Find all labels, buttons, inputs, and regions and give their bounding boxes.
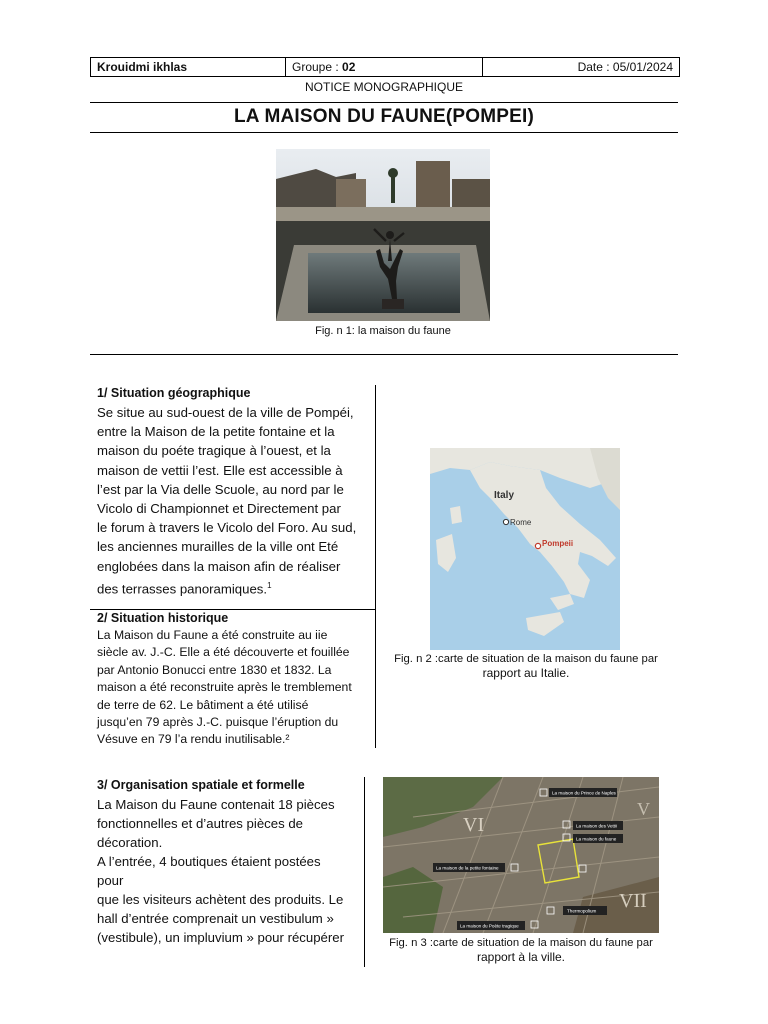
figure1-caption: Fig. n 1: la maison du faune <box>315 325 451 337</box>
group-value: 02 <box>342 60 356 74</box>
section3-vertical-rule <box>364 777 365 967</box>
title-bottom-rule <box>90 132 678 133</box>
section3-line: A l’entrée, 4 boutiques étaient postées <box>97 854 321 869</box>
section-divider-rule <box>90 354 678 355</box>
section3-line: hall d’entrée comprenait un vestibulum » <box>97 911 334 926</box>
faune-photo <box>276 149 490 321</box>
figure2-caption-line2: rapport au Italie. <box>482 666 570 680</box>
page-title: LA MAISON DU FAUNE(POMPEI) <box>233 106 535 127</box>
section3-line: fonctionnelles et d’autres pièces de <box>97 816 304 831</box>
section3-line: que les visiteurs achètent des produits. Le <box>97 892 344 907</box>
section2-title: 2/ Situation historique <box>97 611 229 625</box>
label-prince-naples: La maison du Prince de Naples <box>552 790 616 796</box>
section3-line: La Maison du Faune contenait 18 pièces <box>97 797 335 812</box>
label-petite-fontaine: La maison de la petite fontaine <box>436 865 499 871</box>
figure3-caption-line2: rapport à la ville. <box>476 950 566 964</box>
section3-title: 3/ Organisation spatiale et formelle <box>97 778 305 792</box>
author-cell: Krouidmi ikhlas <box>91 58 286 76</box>
figure2-caption-line1: Fig. n 2 :carte de situation de la maison du faune par <box>394 653 658 665</box>
group-label: Groupe : <box>292 60 343 74</box>
notice-heading: NOTICE MONOGRAPHIQUE <box>304 80 463 94</box>
section1-line: maison de vettii l’est. Elle est accessible à <box>97 462 343 478</box>
section1-line: le forum à travers le Vicolo del Foro. Au sud, <box>97 520 357 536</box>
section1-line: entre la Maison de la petite fontaine et la <box>97 424 335 440</box>
section2-line: jusqu’en 79 après J.-C. puisque l’éruption du <box>97 715 339 730</box>
section1-line: les anciennes murailles de la ville ont Eté <box>97 539 339 555</box>
section2-line: par Antonio Bonucci entre 1830 et 1832. La <box>97 662 332 677</box>
label-vettii: La maison des Vettii <box>576 823 618 829</box>
section2-line: Vésuve en 79 l’a rendu inutilisable.² <box>97 732 290 747</box>
italy-label: Italy <box>494 490 515 501</box>
label-poete-tragique: La maison du Poète tragique <box>460 923 519 929</box>
pompeii-label: Pompeii <box>542 539 574 548</box>
label-faune: La maison du faune <box>576 836 617 842</box>
section1-vertical-rule <box>375 385 376 610</box>
label-thermopolium: Thermopolium <box>567 908 597 914</box>
section3-line: décoration. <box>97 835 163 850</box>
section1-line: maison du poéte tragique à l’ouest, et la <box>97 443 331 459</box>
section2-line: siècle av. J.-C. Elle a été découverte et fouillée <box>97 645 350 660</box>
header-table <box>90 57 680 77</box>
region-vii-label: VII <box>619 890 647 912</box>
italy-map <box>430 448 620 650</box>
title-top-rule <box>90 102 678 103</box>
date-cell: Date : 05/01/2024 <box>577 60 673 74</box>
rome-marker <box>503 519 508 524</box>
section3-text <box>97 795 362 947</box>
section3-line: pour <box>97 873 124 888</box>
pompeii-marker <box>535 543 540 548</box>
section2-line: La Maison du Faune a été construite au iie <box>97 628 328 642</box>
section1-line: englobées dans la maison afin de réaliser <box>97 558 341 574</box>
section2-line: maison a été reconstruite après le tremblement <box>97 680 352 695</box>
figure3-caption <box>383 936 659 964</box>
section1-title: 1/ Situation géographique <box>97 386 251 400</box>
section1-line: Vicolo di Championnet et Directement par <box>97 501 341 517</box>
region-v-label: V <box>637 799 650 819</box>
section1-last-line: des terrasses panoramiques. <box>97 581 268 597</box>
section2-text <box>97 627 373 749</box>
section1-text <box>97 403 373 598</box>
region-vi-label: VI <box>463 814 485 836</box>
section2-line: de terre de 62. Le bâtiment a été utilisé <box>97 697 309 712</box>
group-cell <box>286 58 483 76</box>
figure3-caption-line1: Fig. n 3 :carte de situation de la maison du faune par <box>389 937 653 949</box>
pompei-aerial-map <box>383 777 659 933</box>
section1-line: l’est par la Via delle Scuole, au nord par le <box>97 481 344 497</box>
section2-vertical-rule <box>375 610 376 748</box>
footnote-marker: 1 <box>267 580 272 590</box>
section3-line: (vestibule), un impluvium » pour récupérer <box>97 930 345 945</box>
section1-bottom-rule <box>90 609 376 610</box>
rome-label: Rome <box>510 518 532 527</box>
section1-line <box>97 576 373 599</box>
section1-line: Se situe au sud-ouest de la ville de Pompéi, <box>97 405 354 420</box>
figure2-caption <box>385 652 667 680</box>
